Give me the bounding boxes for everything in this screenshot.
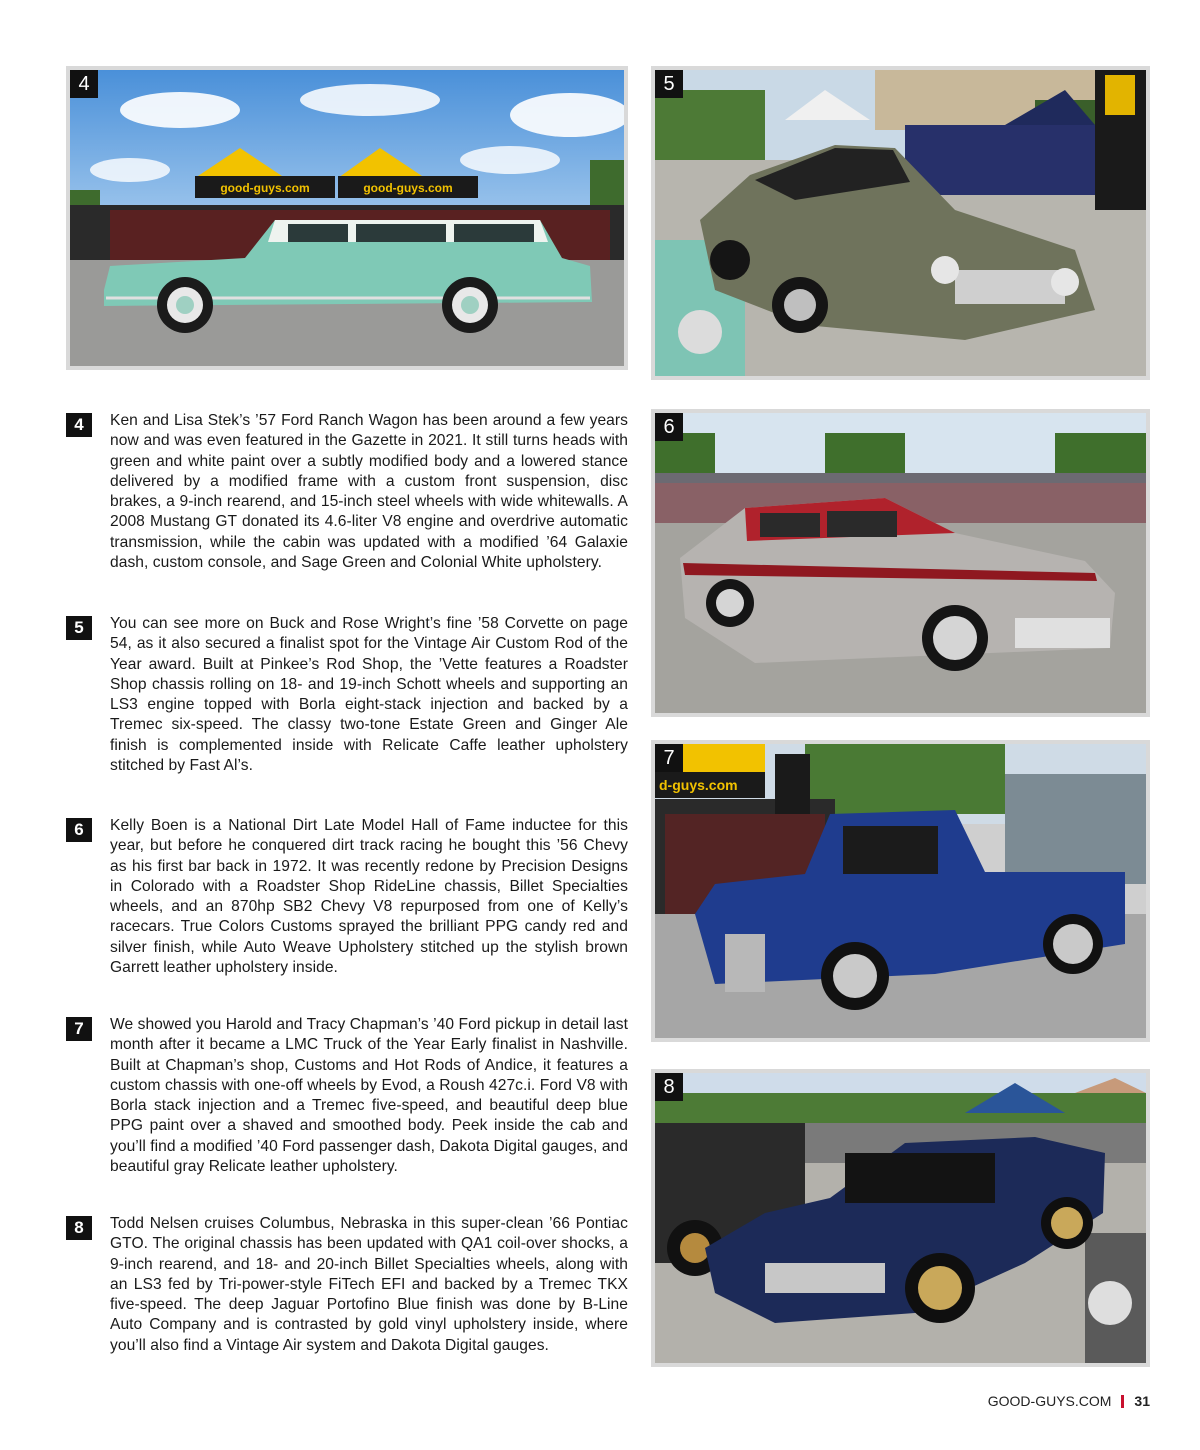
footer-separator — [1121, 1395, 1124, 1408]
caption-5 — [66, 614, 628, 776]
corvette-scene — [655, 70, 1146, 376]
footer-site: GOOD-GUYS.COM — [987, 1393, 1112, 1409]
photo-ranch-wagon — [66, 66, 628, 370]
photo-66-gto — [651, 1069, 1150, 1367]
photo-56-chevy — [651, 409, 1150, 717]
caption-text: We showed you Harold and Tracy Chapman’s ’40 Ford pickup in detail last month after it became a LMC Truck of the Year Early finalist in Nashville. Built at Chapman’s shop, Customs and Hot Rods of Andice, it features a custom chassis with one-off wheels by Evod, a Roush 427c.i. Ford V8 with Borla stack injection and a Tremec five-speed, and beautiful deep blue PPG paint over a shaved and smoothed body. Peek inside the cab and you’ll find a modified ’40 Ford passenger dash, Dakota Digital gauges, and beautiful gray Relicate leather upholstery. — [110, 1016, 628, 1176]
caption-text: You can see more on Buck and Rose Wright’s fine ’58 Corvette on page 54, as it also secured a finalist spot for the Vintage Air Custom Rod of the Year award. Built at Pinkee’s Rod Shop, the ’Vette features a Roadster Shop chassis rolling on 18- and 19-inch Schott wheels and supporting an LS3 engine topped with Borla eight-stack injection and backed by a Tremec six-speed. The classy two-tone Estate Green and Ginger Ale finish is complemented inside with Relicate Caffe leather upholstery stitched by Fast Al’s. — [110, 615, 628, 775]
photo-number: 8 — [655, 1073, 683, 1101]
caption-8 — [66, 1214, 628, 1356]
banner-brand-right: good-guys.com — [363, 181, 453, 195]
caption-6 — [66, 816, 628, 978]
caption-text: Kelly Boen is a National Dirt Late Model Hall of Fame inductee for this year, but before he conquered dirt track racing he bought this ’56 Chevy as his first bar back in 1972. It was recently redone by Precision Designs in Colorado with a Roadster Shop RideLine chassis, Billet Specialties wheels, and an 870hp SB2 Chevy V8 repurposed from one of Kelly’s racecars. True Colors Customs sprayed the brilliant PPG candy red and silver finish, while Auto Weave Upholstery stitched up the stylish brown Garrett leather upholstery inside. — [110, 817, 628, 977]
ranch-wagon-scene — [70, 70, 624, 366]
photo-number: 6 — [655, 413, 683, 441]
photo-number: 7 — [655, 744, 683, 772]
page-footer — [988, 1393, 1150, 1409]
banner-brand-left: good-guys.com — [220, 181, 310, 195]
chevy-scene — [655, 413, 1146, 713]
caption-7 — [66, 1015, 628, 1177]
caption-text: Todd Nelsen cruises Columbus, Nebraska in this super-clean ’66 Pontiac GTO. The original chassis has been updated with QA1 coil-over shocks, a 9-inch rearend, and 18- and 20-inch Billet Specialties wheels, along with an LS3 fed by Tri-power-style FiTech EFI and backed by a Tremec TKX five-speed. The deep Jaguar Portofino Blue finish was done by B-Line Auto Company and is contrasted by gold vinyl upholstery inside, where you’ll also find a Vintage Air system and Dakota Digital gauges. — [110, 1215, 628, 1354]
photo-number: 4 — [70, 70, 98, 98]
page-number: 31 — [1134, 1393, 1150, 1409]
pickup-scene — [655, 744, 1146, 1038]
caption-number-badge: 4 — [66, 413, 92, 437]
caption-4 — [66, 411, 628, 573]
photo-corvette — [651, 66, 1150, 380]
caption-text: Ken and Lisa Stek’s ’57 Ford Ranch Wagon has been around a few years now and was even featured in the Gazette in 2021. It still turns heads with green and white paint over a subtly modified body and a lowered stance delivered by a modified frame with a custom front suspension, disc brakes, a 9-inch rearend, and 15-inch steel wheels with wide whitewalls. A 2008 Mustang GT donated its 4.6-liter V8 engine and overdrive automatic transmission, while the cabin was updated with a modified ’64 Galaxie dash, custom console, and Sage Green and Colonial White upholstery. — [110, 412, 628, 572]
gto-scene — [655, 1073, 1146, 1363]
banner-brand-partial: d-guys.com — [659, 777, 738, 793]
caption-number-badge: 6 — [66, 818, 92, 842]
photo-number: 5 — [655, 70, 683, 98]
caption-number-badge: 8 — [66, 1216, 92, 1240]
photo-40-ford-pickup — [651, 740, 1150, 1042]
caption-number-badge: 5 — [66, 616, 92, 640]
caption-number-badge: 7 — [66, 1017, 92, 1041]
